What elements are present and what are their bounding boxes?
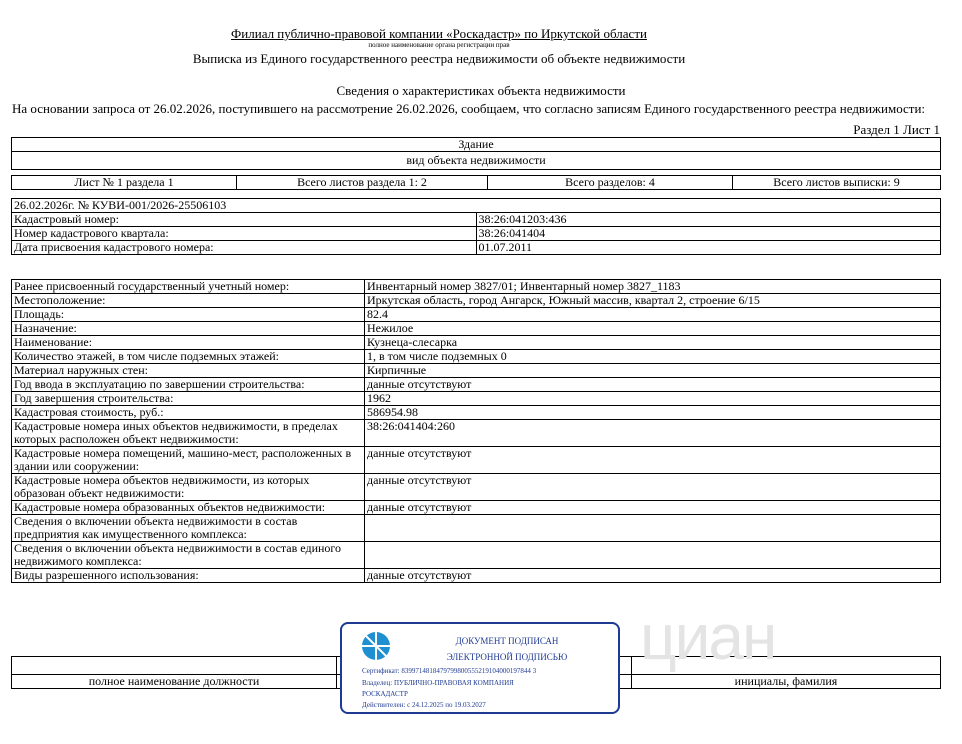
table-row [12,406,941,420]
object-kind: Здание [12,138,941,152]
detail-label: Сведения о включении объекта недвижимости в состав единого недвижимого комплекса: [12,542,365,569]
stamp-line-1: ДОКУМЕНТ ПОДПИСАН [455,636,559,646]
sheet-number: Лист № 1 раздела 1 [12,176,237,190]
record-value: 01.07.2011 [476,241,941,255]
total-sheets-section: Всего листов раздела 1: 2 [237,176,488,190]
detail-label: Виды разрешенного использования: [12,569,365,583]
detail-value [365,542,941,569]
detail-value: данные отсутствуют [365,569,941,583]
object-kind-caption: вид объекта недвижимости [12,152,941,170]
stamp-line-2: ЭЛЕКТРОННОЙ ПОДПИСЬЮ [446,652,568,662]
watermark: циан [640,601,776,673]
detail-label: Местоположение: [12,294,365,308]
record-label: Дата присвоения кадастрового номера: [12,241,477,255]
stamp-owner: Владелец: ПУБЛИЧНО-ПРАВОВАЯ КОМПАНИЯ [362,679,514,687]
detail-value: Нежилое [365,322,941,336]
table-row [12,294,941,308]
detail-label: Кадастровые номера помещений, машино-мест, расположенных в здании или сооружении: [12,447,365,474]
record-label: Номер кадастрового квартала: [12,227,477,241]
table-row [12,336,941,350]
org-caption: полное наименование органа регистрации прав [368,41,510,49]
detail-value [365,515,941,542]
details-table [11,279,941,583]
detail-value: 1962 [365,392,941,406]
basis-text: На основании запроса от 26.02.2026, поступившего на рассмотрение 26.02.2026, сообщаем, что согласно записям Единого государственного реестра недвижимости: [12,101,926,116]
detail-label: Сведения о включении объекта недвижимости в состав предприятия как имущественного комплекса: [12,515,365,542]
total-sections: Всего разделов: 4 [488,176,733,190]
detail-label: Год завершения строительства: [12,392,365,406]
table-row [12,569,941,583]
table-row [12,392,941,406]
table-row [12,308,941,322]
detail-label: Площадь: [12,308,365,322]
detail-label: Наименование: [12,336,365,350]
detail-label: Год ввода в эксплуатацию по завершении строительства: [12,378,365,392]
detail-value: 1, в том числе подземных 0 [365,350,941,364]
table-row [12,241,941,255]
detail-value: 82.4 [365,308,941,322]
org-name: Филиал публично-правовой компании «Роскадастр» по Иркутской области [231,26,647,41]
table-row [12,501,941,515]
record-value: 38:26:041203:436 [476,213,941,227]
object-kind-table [11,137,941,170]
detail-value: 38:26:041404:260 [365,420,941,447]
e-signature-stamp [340,622,620,714]
detail-value: Кирпичные [365,364,941,378]
table-row [12,322,941,336]
emblem-icon [360,630,392,662]
detail-value: Инвентарный номер 3827/01; Инвентарный номер 3827_1183 [365,280,941,294]
detail-value: данные отсутствуют [365,474,941,501]
table-row [12,447,941,474]
detail-label: Назначение: [12,322,365,336]
record-value: 38:26:041404 [476,227,941,241]
stamp-owner-2: РОСКАДАСТР [362,690,408,698]
section-sheet-label: Раздел 1 Лист 1 [853,122,940,137]
stamp-certificate: Сертификат: 8399714818479799800555219104000197844 3 [362,667,537,675]
detail-value: Кузнеца-слесарка [365,336,941,350]
detail-label: Количество этажей, в том числе подземных этажей: [12,350,365,364]
table-row [12,213,941,227]
table-row [12,542,941,569]
position-caption: полное наименование должности [12,675,337,689]
detail-label: Ранее присвоенный государственный учетный номер: [12,280,365,294]
detail-label: Кадастровые номера объектов недвижимости, из которых образован объект недвижимости: [12,474,365,501]
table-row [12,280,941,294]
table-row [12,364,941,378]
stamp-valid: Действителен: с 24.12.2025 по 19.03.2027 [362,701,486,709]
detail-value: данные отсутствуют [365,501,941,515]
table-row [12,420,941,447]
table-row [12,227,941,241]
detail-label: Кадастровая стоимость, руб.: [12,406,365,420]
table-row [12,378,941,392]
sheets-table [11,175,941,190]
table-row [12,474,941,501]
doc-title: Выписка из Единого государственного реестра недвижимости об объекте недвижимости [192,51,686,66]
detail-label: Материал наружных стен: [12,364,365,378]
table-row [12,515,941,542]
section-title: Сведения о характеристиках объекта недвижимости [336,83,626,98]
record-date-number: 26.02.2026г. № КУВИ-001/2026-25506103 [12,199,941,213]
record-label: Кадастровый номер: [12,213,477,227]
table-row [12,350,941,364]
detail-label: Кадастровые номера иных объектов недвижимости, в пределах которых расположен объект недвижимости: [12,420,365,447]
detail-label: Кадастровые номера образованных объектов недвижимости: [12,501,365,515]
detail-value: данные отсутствуют [365,447,941,474]
initials-caption: инициалы, фамилия [632,675,941,689]
detail-value: 586954.98 [365,406,941,420]
total-sheets: Всего листов выписки: 9 [733,176,941,190]
detail-value: данные отсутствуют [365,378,941,392]
detail-value: Иркутская область, город Ангарск, Южный массив, квартал 2, строение 6/15 [365,294,941,308]
record-table [11,198,941,255]
